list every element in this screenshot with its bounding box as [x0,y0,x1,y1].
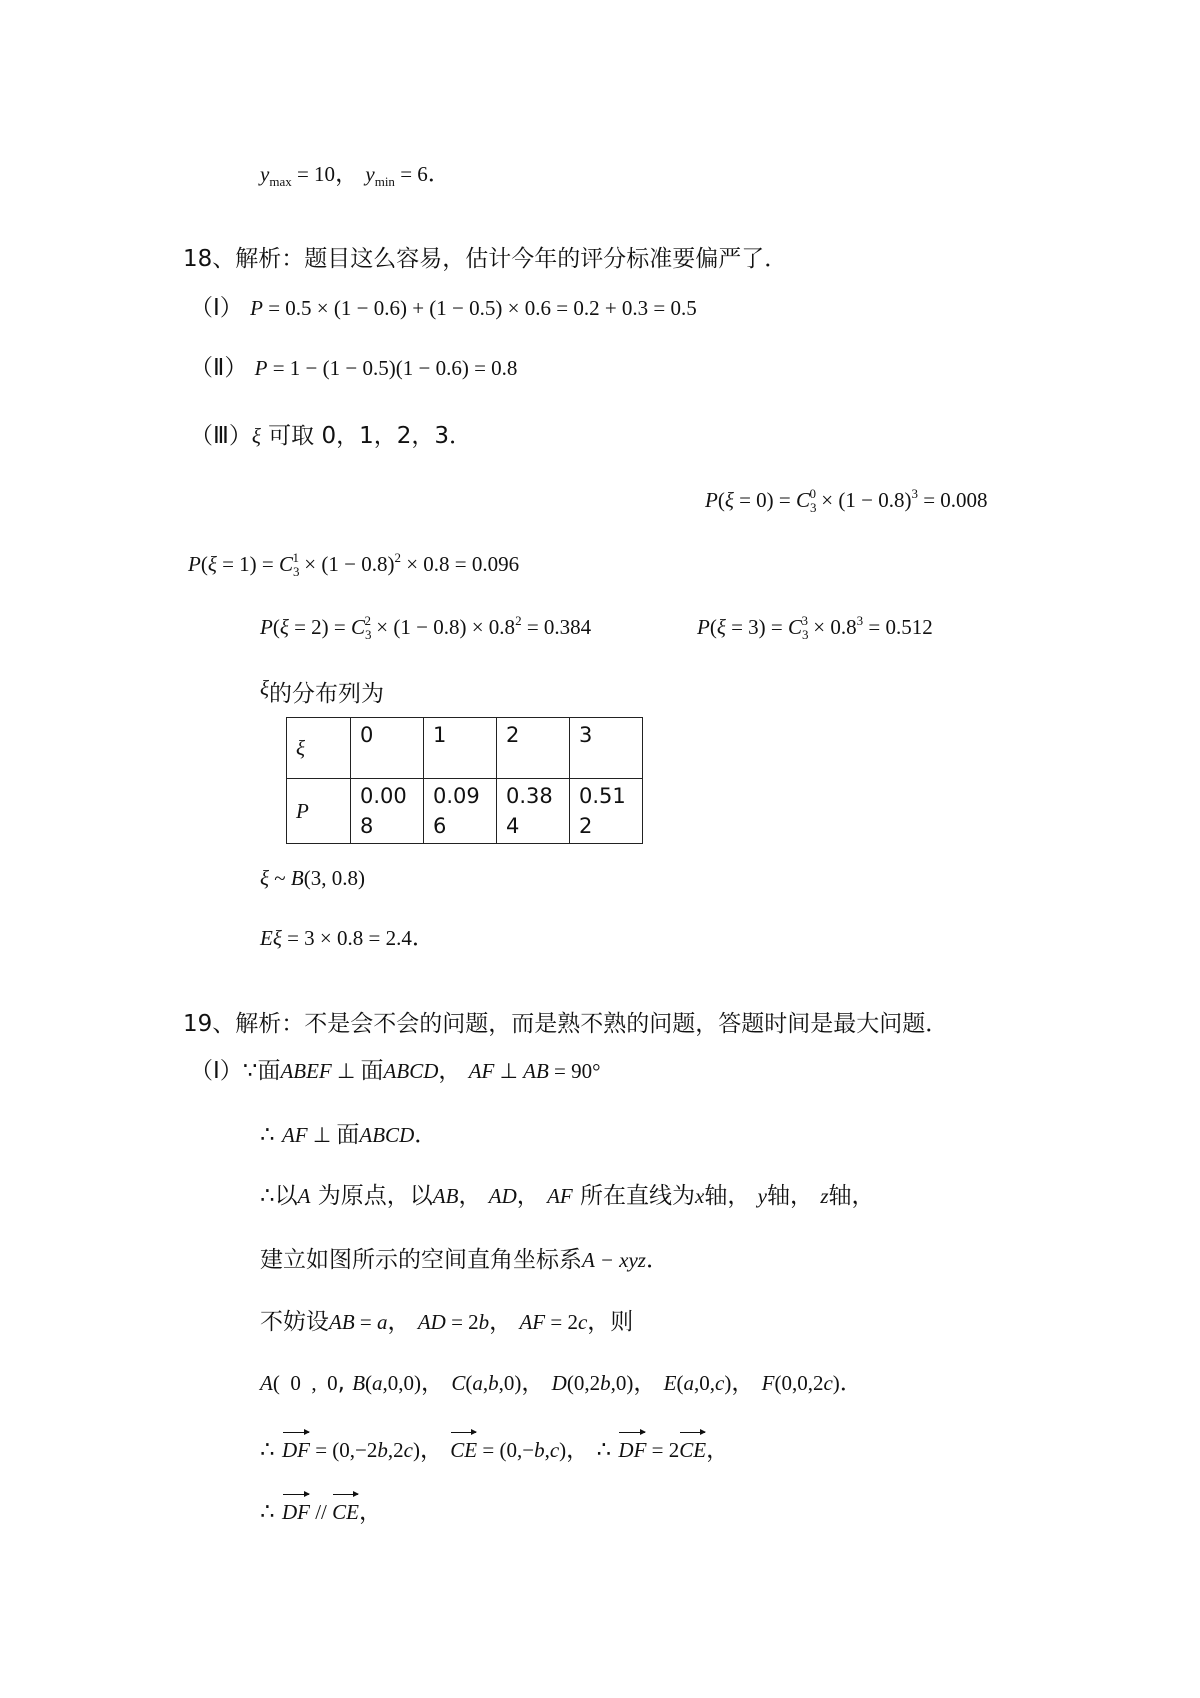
binomial-line: ξ ~ B(3, 0.8) [260,866,365,890]
table-cell: 0.384 [497,779,570,844]
s19-coords-line: A( 0 , 0, B(a,0,0)， C(a,b,0)， D(0,2b,0)， E(a,0,c)， F(0,0,2c)． [260,1370,863,1396]
table-cell: 0.096 [424,779,497,844]
expectation-line: Eξ = 3 × 0.8 = 2.4． [260,925,435,951]
part-iii-line: （Ⅲ）ξ 可取 0，1，2，3． [190,423,473,449]
prob-xi-1: $P(\xi = 1) = C_3^1 \times (1 - 0.8)^2 \times 0.8 = 0.096$ [188,550,520,579]
prob-xi-2: $P(\xi = 2) = C_3^2 \times (1 - 0.8) \times 0.8^2 = 0.384$ [260,613,592,642]
part-i-line: （Ⅰ） P = 0.5 × (1 − 0.6) + (1 − 0.5) × 0.6 = 0.2 + 0.3 = 0.5 [190,295,697,321]
table-row [287,718,643,779]
section-18-heading: 18、解析：题目这么容易，估计今年的评分标准要偏严了． [183,246,788,272]
part-i-label: （Ⅰ） [190,295,243,321]
s19-line-3: ∴以A 为原点，以AB， AD， AF 所在直线为x轴， y轴， z轴， [260,1183,875,1209]
section-19-heading: 19、解析：不是会不会的问题，而是熟不熟的问题，答题时间是最大问题． [183,1011,949,1037]
s19-vector-line-1: ∴ DF = (0,−2b,2c)， CE = (0,−b,c)， ∴ DF = 2CE， [260,1430,729,1466]
table-cell: 3 [570,718,643,779]
part-ii-line: （Ⅱ） P = 1 − (1 − 0.5)(1 − 0.6) = 0.8 [190,355,518,381]
s19-part-i-line: （Ⅰ）∵面ABEF ⊥ 面ABCD， AF ⊥ AB = 90° [190,1058,601,1084]
table-cell: 0.512 [570,779,643,844]
prob-xi-3: $P(\xi = 3) = C_3^3 \times 0.8^3 = 0.512$ [697,613,933,642]
s19-vector-line-2: ∴ DF // CE， [260,1492,382,1528]
table-row [287,779,643,844]
part-iii-text: 可取 0，1，2，3． [268,423,473,449]
s19-line-5: 不妨设AB = a， AD = 2b， AF = 2c，则 [260,1309,634,1335]
ymax-ymin-line: $y_{max} = 10$， $y_{min} = 6$． [260,161,451,189]
table-cell: 2 [497,718,570,779]
distribution-caption: ξ的分布列为 [260,676,384,707]
s19-line-4: 建立如图所示的空间直角坐标系A − xyz． [260,1247,669,1273]
table-cell: 0 [351,718,424,779]
prob-xi-0: $P(\xi = 0) = C_3^0 \times (1 - 0.8)^3 = 0.008$ [705,486,988,515]
s19-line-2: ∴ AF ⊥ 面ABCD． [260,1122,438,1148]
table-cell: 1 [424,718,497,779]
table-cell: P [287,779,351,844]
distribution-table [286,717,643,844]
table-cell: ξ [287,718,351,779]
table-cell: 0.008 [351,779,424,844]
part-iii-label: （Ⅲ） [190,423,252,449]
part-ii-label: （Ⅱ） [190,355,248,381]
